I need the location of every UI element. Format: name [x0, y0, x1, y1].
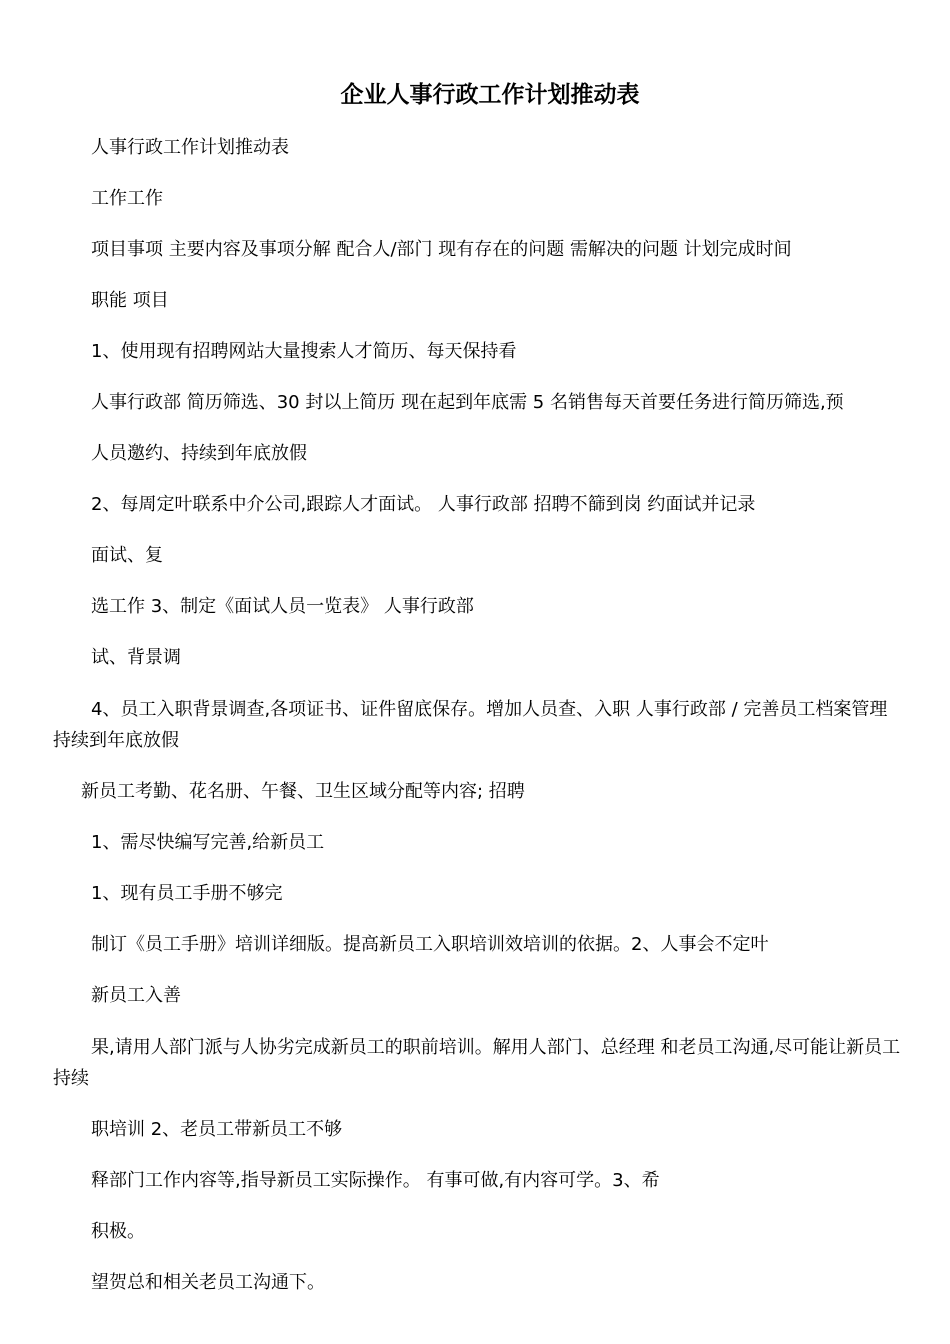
document-title: 企业人事行政工作计划推动表 [340, 81, 640, 108]
paragraph: 1、需尽快编写完善,给新员工 [91, 832, 325, 853]
paragraph: 职培训 2、老员工带新员工不够 [91, 1119, 343, 1140]
paragraph: 积极。 [91, 1221, 145, 1242]
paragraph: 面试、复 [91, 545, 163, 566]
paragraph: 人事行政工作计划推动表 [91, 137, 289, 158]
paragraph: 人事行政部 简历筛选、30 封以上简历 现在起到年底需 5 名销售每天首要任务进行简历筛选,预 [91, 392, 844, 413]
paragraph: 新员工考勤、花名册、午餐、卫生区域分配等内容; 招聘 [81, 781, 525, 802]
paragraph: 制订《员工手册》培训详细版。提高新员工入职培训效培训的依据。2、人事会不定叶 [91, 934, 769, 955]
paragraph: 1、现有员工手册不够完 [91, 883, 283, 904]
paragraph: 2、每周定叶联系中介公司,跟踪人才面试。 人事行政部 招聘不篩到岗 约面试并记录 [91, 494, 756, 515]
paragraph: 人员邀约、持续到年底放假 [91, 443, 307, 464]
paragraph: 1、使用现有招聘网站大量搜索人才简历、每天保持看 [91, 341, 517, 362]
paragraph: 工作工作 [91, 188, 163, 209]
paragraph: 试、背景调 [91, 647, 181, 668]
paragraph: 望贺总和相关老员工沟通下。 [91, 1272, 325, 1293]
paragraph: 果,请用人部门派与人协劣完成新员工的职前培训。解用人部门、总经理 和老员工沟通,尽可能让新员工持续 [53, 1037, 901, 1089]
paragraph: 职能 项目 [91, 290, 169, 311]
paragraph: 新员工入善 [91, 985, 181, 1006]
paragraph: 释部门工作内容等,指导新员工实际操作。 有事可做,有内容可学。3、希 [91, 1170, 660, 1191]
paragraph: 项目事项 主要内容及事项分解 配合人/部门 现有存在的问题 需解决的问题 计划完成时间 [91, 239, 792, 260]
paragraph: 4、员工入职背景调查,各项证书、证件留底保存。增加人员查、入职 人事行政部 / 完善员工档案管理 持续到年底放假 [53, 699, 888, 751]
paragraph: 选工作 3、制定《面试人员一览表》 人事行政部 [91, 596, 474, 617]
